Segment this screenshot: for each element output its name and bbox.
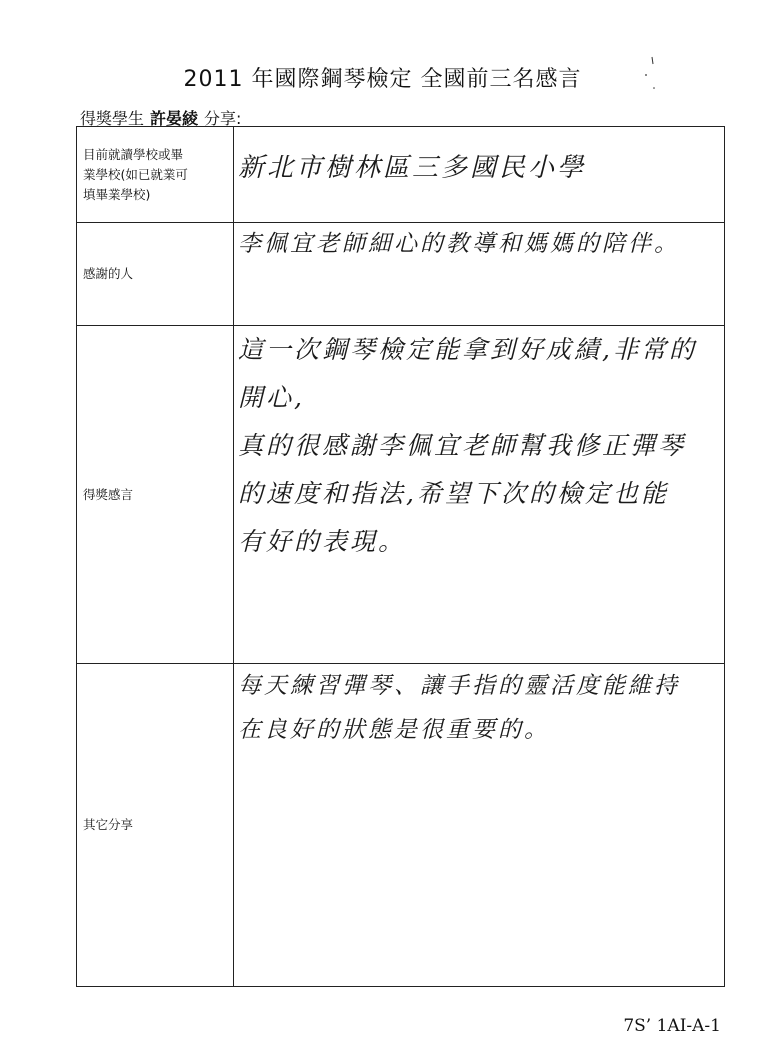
form-row-award-speech [77, 326, 725, 664]
other-sharing-answer-cell [234, 664, 725, 987]
student-name: 許晏綾 [150, 109, 199, 128]
share-form-table [76, 126, 725, 987]
form-row-thanks [77, 223, 725, 326]
form-row-other-sharing [77, 664, 725, 987]
student-suffix: 分享: [204, 109, 242, 128]
thanks-answer-text: 李佩宜老師細心的教導和媽媽的陪伴。 [238, 231, 680, 257]
award-speech-line: 真的很感謝李佩宜老師幫我修正彈琴 [238, 431, 687, 460]
other-sharing-line: 在良好的狀態是很重要的。 [238, 717, 550, 743]
award-speech-line: 的速度和指法,希望下次的檢定也能 [238, 479, 669, 508]
other-sharing-line: 每天練習彈琴、讓手指的靈活度能維持 [238, 673, 680, 699]
school-label-line: 填畢業學校) [83, 186, 151, 202]
award-speech-label-line: 得獎感言 [83, 486, 134, 502]
school-answer-cell [234, 127, 725, 223]
form-row-school [77, 127, 725, 223]
award-speech-answer-cell [234, 326, 725, 664]
other-sharing-label [77, 664, 234, 987]
award-speech-line: 有好的表現。 [238, 527, 407, 556]
award-speech-label [77, 326, 234, 664]
other-sharing-label-line: 其它分享 [83, 817, 134, 832]
thanks-label-line: 感謝的人 [83, 266, 134, 281]
school-label [77, 127, 234, 223]
document-code: 7S’ 1AI-A-1 [623, 1016, 721, 1036]
thanks-answer-cell [234, 223, 725, 326]
school-label-line: 業學校(如已就業可 [83, 166, 188, 182]
award-speech-line: 這一次鋼琴檢定能拿到好成績,非常的開心, [238, 335, 697, 412]
scan-specks [640, 55, 660, 105]
student-label: 得獎學生 [80, 109, 145, 128]
thanks-label [77, 223, 234, 326]
document-title: 2011 年國際鋼琴檢定 全國前三名感言 [183, 67, 582, 92]
school-label-line: 目前就讀學校或畢 [83, 146, 184, 162]
school-answer-text: 新北市樹林區三多國民小學 [238, 153, 587, 183]
